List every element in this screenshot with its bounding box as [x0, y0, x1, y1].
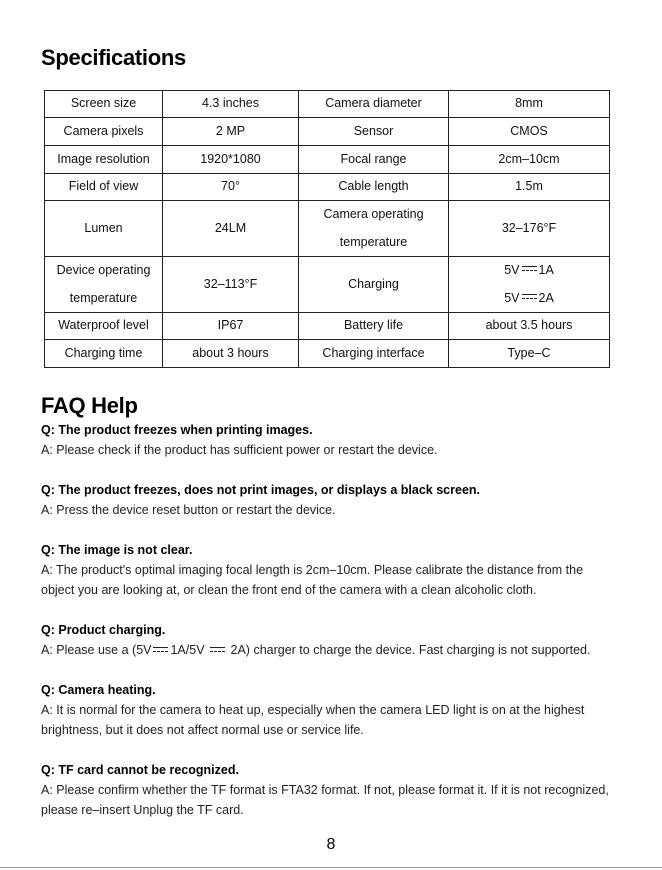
table-row	[45, 340, 610, 368]
spec-value: 8mm	[449, 91, 610, 118]
spec-value: 70°	[163, 174, 299, 201]
dc-symbol-icon	[522, 266, 537, 272]
spec-label: Focal range	[299, 146, 449, 174]
table-row	[45, 201, 610, 257]
dc-symbol-icon	[153, 647, 168, 653]
charging-line1	[451, 264, 607, 278]
faq-answer: A: Please check if the product has sufficient power or restart the device.	[41, 443, 438, 457]
table-row	[45, 91, 610, 118]
specifications-heading: Specifications	[41, 45, 186, 70]
spec-label	[45, 257, 163, 313]
spec-label: Battery life	[299, 313, 449, 340]
spec-value: 32–176°F	[449, 201, 610, 257]
faq-answer-line2: brightness, but it does not affect normal use or service life.	[41, 723, 364, 737]
spec-label: Charging time	[45, 340, 163, 368]
spec-value: 1.5m	[449, 174, 610, 201]
charging-volt-2: 5V	[504, 290, 520, 305]
device-temp-line2: temperature	[69, 290, 138, 305]
faq-item	[41, 760, 641, 820]
camera-temp-line2: temperature	[339, 234, 408, 249]
camera-temp-line1: Camera operating	[323, 206, 424, 221]
dc-symbol-icon	[210, 647, 225, 653]
faq-answer-line2: object you are looking at, or clean the front end of the camera with a clean alcoholic cloth.	[41, 583, 537, 597]
spec-label: Image resolution	[45, 146, 163, 174]
charging-amp-1: 1A	[538, 262, 554, 277]
faq-item	[41, 480, 631, 520]
spec-label: Camera pixels	[45, 118, 163, 146]
spec-value: 32–113°F	[163, 257, 299, 313]
spec-label: Charging interface	[299, 340, 449, 368]
faq-item	[41, 620, 631, 660]
spec-label: Charging	[299, 257, 449, 313]
table-row	[45, 313, 610, 340]
dc-symbol-icon	[522, 294, 537, 300]
faq-answer: A: Press the device reset button or restart the device.	[41, 503, 336, 517]
spec-value: CMOS	[449, 118, 610, 146]
table-row	[45, 257, 610, 313]
faq-heading: FAQ Help	[41, 393, 138, 418]
bottom-divider	[0, 867, 662, 868]
faq-answer	[41, 640, 631, 660]
faq-answer-line2: please re–insert Unplug the TF card.	[41, 803, 244, 817]
faq-question: Q: Camera heating.	[41, 683, 156, 697]
faq-question: Q: The image is not clear.	[41, 543, 193, 557]
faq-answer-line1: A: Please confirm whether the TF format is FTA32 format. If not, please format it. If it is not recognized,	[41, 783, 609, 797]
spec-value	[449, 257, 610, 313]
spec-label: Screen size	[45, 91, 163, 118]
spec-label: Sensor	[299, 118, 449, 146]
spec-label: Waterproof level	[45, 313, 163, 340]
faq-item	[41, 420, 631, 460]
spec-value: 2 MP	[163, 118, 299, 146]
faq-question: Q: Product charging.	[41, 623, 166, 637]
faq-question: Q: The product freezes when printing images.	[41, 423, 313, 437]
table-row	[45, 118, 610, 146]
faq-answer-part2: 1A/5V	[170, 643, 205, 657]
spec-label	[299, 201, 449, 257]
charging-line2	[451, 292, 607, 306]
faq-question: Q: TF card cannot be recognized.	[41, 763, 239, 777]
spec-value: IP67	[163, 313, 299, 340]
spec-label: Lumen	[45, 201, 163, 257]
faq-item	[41, 540, 631, 600]
faq-answer-part3: 2A) charger to charge the device. Fast charging is not supported.	[230, 643, 591, 657]
faq-answer-line1: A: It is normal for the camera to heat up, especially when the camera LED light is on at the highest	[41, 703, 585, 717]
table-row	[45, 146, 610, 174]
faq-question: Q: The product freezes, does not print images, or displays a black screen.	[41, 483, 481, 497]
spec-value: Type–C	[449, 340, 610, 368]
spec-value: 1920*1080	[163, 146, 299, 174]
spec-label: Field of view	[45, 174, 163, 201]
spec-label: Camera diameter	[299, 91, 449, 118]
charging-amp-2: 2A	[538, 290, 554, 305]
faq-answer-line1: A: The product's optimal imaging focal length is 2cm–10cm. Please calibrate the distance from the	[41, 563, 584, 577]
charging-volt-1: 5V	[504, 262, 520, 277]
spec-value: 4.3 inches	[163, 91, 299, 118]
spec-value: 2cm–10cm	[449, 146, 610, 174]
table-row	[45, 174, 610, 201]
page-number: 8	[326, 836, 336, 853]
specifications-table	[44, 90, 610, 368]
spec-value: about 3.5 hours	[449, 313, 610, 340]
device-temp-line1: Device operating	[56, 262, 151, 277]
faq-answer-part1: A: Please use a (5V	[41, 643, 152, 657]
faq-item	[41, 680, 631, 740]
spec-value: 24LM	[163, 201, 299, 257]
spec-value: about 3 hours	[163, 340, 299, 368]
spec-label: Cable length	[299, 174, 449, 201]
